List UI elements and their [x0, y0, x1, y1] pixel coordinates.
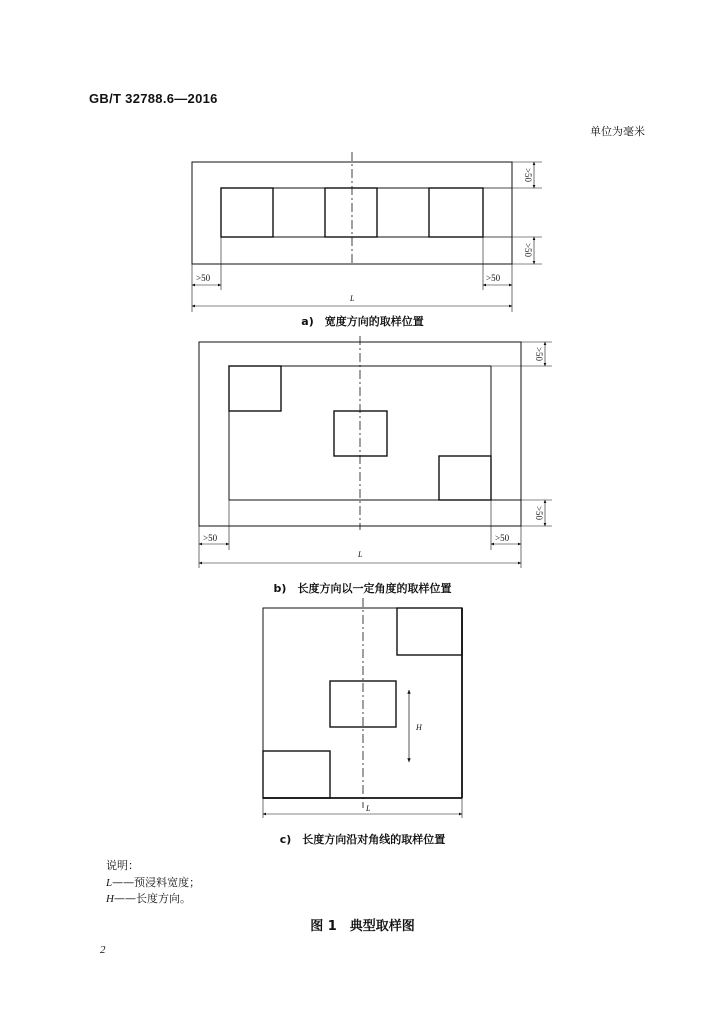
sample-rect-corner — [229, 366, 281, 411]
length-symbol-a: L — [350, 294, 355, 303]
unit-note: 单位为毫米 — [590, 125, 645, 138]
length-symbol-b: L — [358, 550, 363, 559]
figure-a — [192, 152, 542, 312]
legend-heading: 说明： — [106, 859, 139, 872]
caption-b: b) 长度方向以一定角度的取样位置 — [273, 582, 452, 595]
sample-rect-corner — [263, 751, 330, 798]
dim-top-right-a: >50 — [523, 167, 533, 183]
dim-right-b: >50 — [495, 533, 510, 543]
figure-title: 图 1 典型取样图 — [310, 919, 415, 934]
sample-rect-center — [334, 411, 387, 456]
sample-rect — [429, 188, 483, 237]
sample-rect — [325, 188, 377, 237]
dim-right-a: >50 — [486, 273, 501, 283]
figure-c — [263, 598, 462, 818]
legend-item-h — [106, 890, 191, 906]
legend-item-l — [106, 874, 200, 890]
legend-symbol: L — [106, 877, 113, 889]
dim-left-a: >50 — [196, 273, 211, 283]
prepreg-outline-c — [263, 608, 462, 798]
dim-bottom-right-b: >50 — [534, 505, 544, 521]
dim-bottom-right-a: >50 — [523, 242, 533, 258]
length-symbol-c: L — [366, 804, 371, 813]
sample-rect-corner — [397, 608, 462, 655]
caption-a: a) 宽度方向的取样位置 — [301, 315, 424, 328]
legend-symbol: H — [106, 893, 114, 905]
sample-rect — [377, 188, 429, 237]
sample-rect — [273, 188, 325, 237]
caption-c: c) 长度方向沿对角线的取样位置 — [279, 833, 446, 846]
legend-text: ——长度方向。 — [113, 892, 191, 905]
sample-rect-corner — [439, 456, 491, 500]
sample-rect — [221, 188, 273, 237]
dim-top-right-b: >50 — [534, 346, 544, 362]
page-number: 2 — [100, 944, 106, 956]
dim-left-b: >50 — [203, 533, 218, 543]
height-symbol-c: H — [416, 723, 422, 732]
standard-number: GB/T 32788.6—2016 — [89, 91, 218, 106]
legend-text: ——预浸料宽度； — [112, 876, 201, 889]
